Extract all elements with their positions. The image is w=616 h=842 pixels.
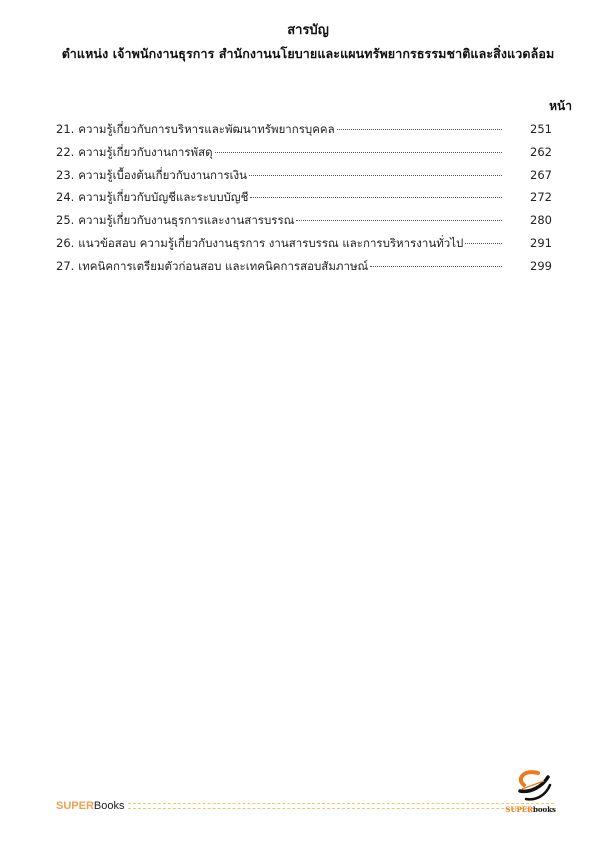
footer-brand-books: Books [93, 800, 125, 812]
toc-entry[interactable] [56, 235, 552, 258]
footer-brand-super: SUPER [56, 800, 94, 812]
logo-wordmark [505, 805, 556, 814]
toc-entry-number: 22. [56, 144, 75, 159]
toc-entry-page: 262 [530, 144, 552, 159]
logo-books: books [532, 805, 556, 814]
page-title: สารบัญ [287, 23, 329, 38]
toc-entry-page: 291 [530, 235, 552, 250]
dot-leader [465, 242, 502, 244]
toc-entry-page: 251 [530, 122, 552, 136]
page-column-label: หน้า [549, 99, 572, 113]
page-footer [56, 799, 556, 813]
toc-entry[interactable] [56, 121, 552, 144]
toc-entry-number: 25. [56, 213, 75, 228]
dot-leader [370, 265, 502, 267]
toc-entry-page: 267 [530, 167, 552, 182]
logo-super: SUPER [505, 805, 533, 814]
toc-entry-number: 27. [56, 258, 75, 273]
superbooks-logo [504, 769, 556, 815]
toc-entry-title: ความรู้เกี่ยวกับบัญชีและระบบบัญชี [78, 190, 249, 205]
toc-entry-page: 272 [530, 190, 552, 205]
dot-leader [215, 151, 502, 153]
toc-entry-number: 23. [56, 167, 75, 182]
dot-leader [337, 128, 502, 130]
table-of-contents [56, 121, 552, 281]
footer-dashed-rule [128, 803, 554, 809]
superbooks-swoosh-logo-icon [504, 769, 556, 805]
toc-entry-number: 21. [56, 122, 75, 136]
toc-entry-page: 299 [530, 258, 552, 273]
dot-leader [296, 219, 502, 221]
toc-entry-title: แนวข้อสอบ ความรู้เกี่ยวกับงานธุรการ งานสารบรรณ และการบริหารงานทั่วไป [78, 235, 464, 250]
toc-entry[interactable] [56, 258, 552, 281]
dot-leader [249, 174, 502, 176]
toc-entry[interactable] [56, 167, 552, 190]
footer-brand [56, 800, 124, 812]
toc-entry[interactable] [56, 189, 552, 212]
page-subtitle: ตำแหน่ง เจ้าพนักงานธุรการ สำนักงานนโยบายและแผนทรัพยากรธรรมชาติและสิ่งแวดล้อม [61, 46, 555, 61]
toc-entry-title: ความรู้เกี่ยวกับการบริหารและพัฒนาทรัพยากรบุคคล [78, 122, 335, 136]
toc-entry-number: 26. [56, 235, 75, 250]
toc-entry-title: เทคนิคการเตรียมตัวก่อนสอบ และเทคนิคการสอบสัมภาษณ์ [78, 258, 369, 273]
toc-entry[interactable] [56, 212, 552, 235]
toc-entry-title: ความรู้เกี่ยวกับงานการพัสดุ [78, 144, 213, 159]
dot-leader [250, 196, 502, 198]
toc-entry[interactable] [56, 144, 552, 167]
toc-entry-page: 280 [530, 213, 552, 228]
toc-entry-number: 24. [56, 190, 75, 205]
toc-entry-title: ความรู้เกี่ยวกับงานธุรการและงานสารบรรณ [78, 213, 295, 228]
toc-entry-title: ความรู้เบื้องต้นเกี่ยวกับงานการเงิน [78, 167, 248, 182]
